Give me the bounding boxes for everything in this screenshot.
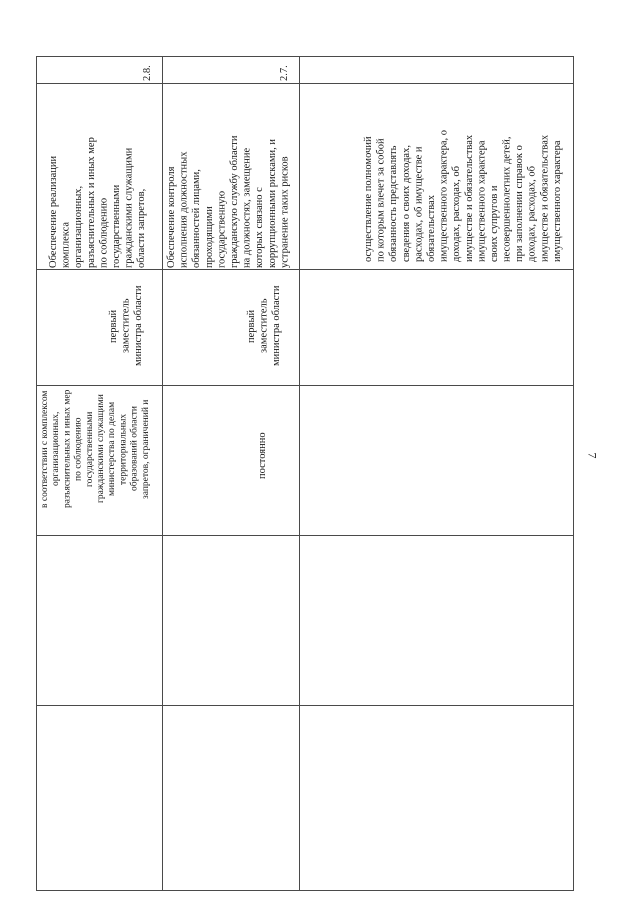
row-2-8-responsible: первый заместитель министра области <box>108 285 145 367</box>
column-divider <box>37 269 573 270</box>
row-2-7-description: Обеспечение контроля исполнения должностных обязанностей лицами, проходящими государственную гражданскую службу области на должностях, замещение которых связано с коррупционными рисками, и устранение таких рисков <box>166 135 291 268</box>
page-number: 7 <box>585 452 600 459</box>
row-2-7-number: 2.7. <box>279 65 290 81</box>
row-2-7-deadline: постоянно <box>257 432 268 480</box>
row-2-8-deadline: в соответствии с комплексом организационных, разъяснительных и иных мер по соблюдению государственными гражданскими служащими министерства по делам территориальных образований области запретов, ограничений и <box>40 389 151 509</box>
row-2-8-description: Обеспечение реализации комплекса организационных, разъяснительных и иных мер по соблюдению государственными гражданскими служащими области запретов, <box>48 137 148 268</box>
row-2-8-number: 2.8. <box>142 65 153 81</box>
row-divider <box>299 57 300 890</box>
row-divider <box>162 57 163 890</box>
row-2-7-responsible: первый заместитель министра области <box>246 285 283 367</box>
column-divider <box>37 535 573 536</box>
continuation-description: осуществление полномочий по которым влечет за собой обязанность представлять сведения о своих доходах, расходах, об имуществе и обязательствах имущественного характера, о доходах, расходах, об имуществе и обязательствах имущественного характера своих супругов и несовершеннолетних детей, при заполнении справок о доходах, расходах, об имуществе и обязательствах имущественного характера <box>363 129 563 262</box>
document-table <box>36 56 574 891</box>
column-divider <box>37 705 573 706</box>
